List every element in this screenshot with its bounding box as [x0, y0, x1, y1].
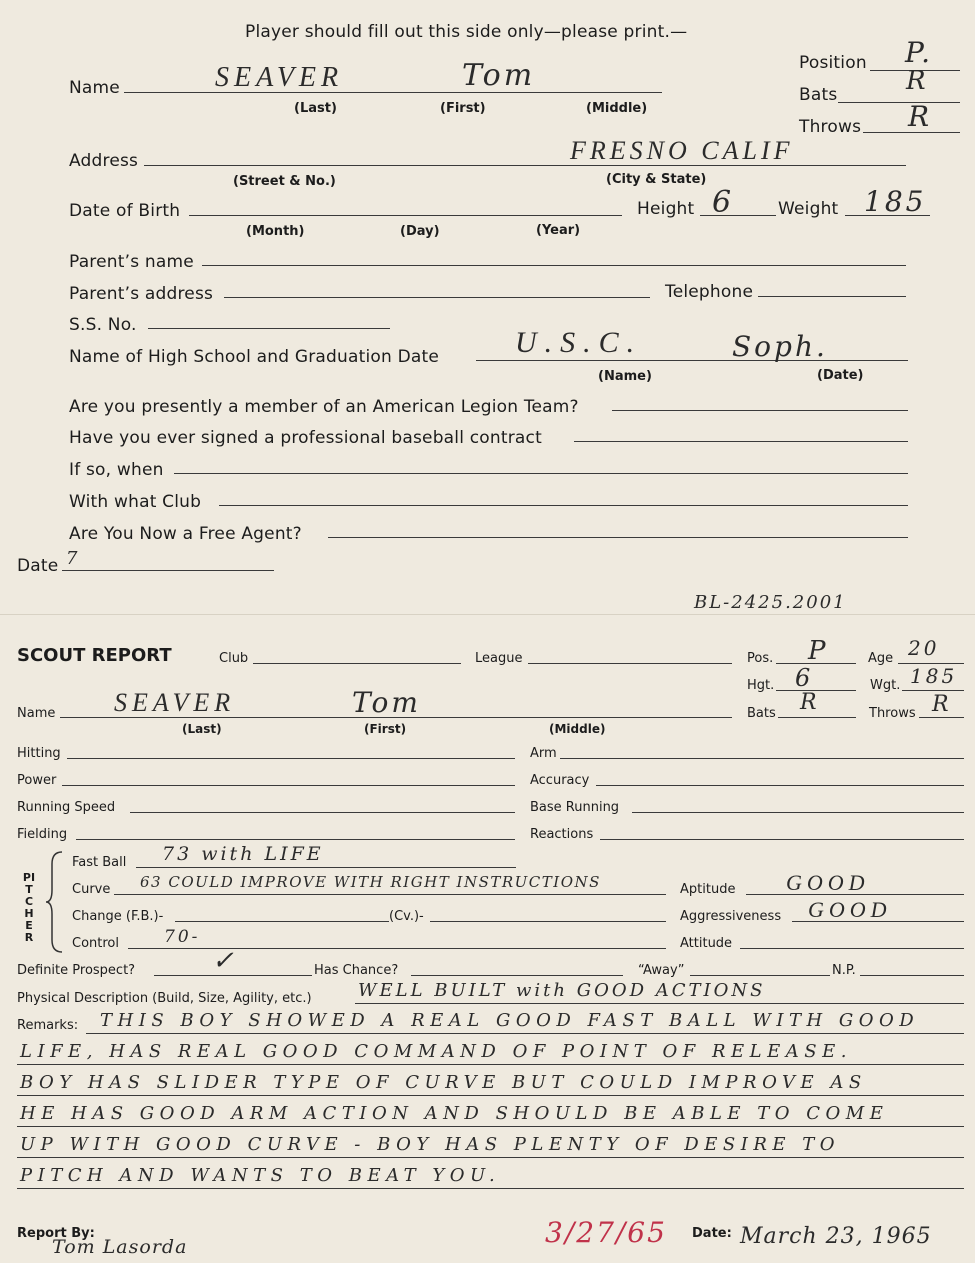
- report-date-value: March 23, 1965: [740, 1224, 932, 1249]
- scout-age-label: Age: [868, 651, 894, 666]
- dob-line: [189, 215, 622, 216]
- control-line: [128, 948, 666, 949]
- scout-throws-label: Throws: [869, 706, 916, 721]
- fielding-line: [76, 839, 515, 840]
- month-caption: (Month): [246, 224, 305, 239]
- scout-bats-label: Bats: [747, 706, 776, 721]
- pitcher-vertical-label: PITCHER: [22, 871, 36, 944]
- has-chance-label: Has Chance?: [314, 963, 399, 978]
- bats-line: [838, 102, 960, 103]
- remarks-text: THIS BOY SHOWED A REAL GOOD FAST BALL WITH GOOD: [100, 1010, 920, 1031]
- pitcher-brace: [44, 850, 66, 954]
- arm-line: [560, 758, 964, 759]
- running-speed-line: [130, 812, 515, 813]
- name-label: Name: [69, 78, 120, 98]
- aggressiveness-value: GOOD: [808, 897, 892, 922]
- change-cv-line: [430, 921, 666, 922]
- curve-label: Curve: [72, 882, 111, 897]
- first-caption: (First): [440, 101, 486, 116]
- scout-last-caption: (Last): [182, 722, 222, 736]
- club-line: [219, 505, 908, 506]
- position-value: P.: [905, 36, 934, 69]
- middle-caption: (Middle): [586, 101, 648, 116]
- report-date-label: Date:: [692, 1226, 732, 1241]
- school-line: [476, 360, 908, 361]
- when-line: [174, 473, 908, 474]
- name-last-value: SEAVER: [215, 62, 344, 93]
- hitting-label: Hitting: [17, 746, 61, 761]
- telephone-label: Telephone: [665, 282, 754, 302]
- school-name-caption: (Name): [598, 369, 652, 384]
- player-date-line: [62, 570, 274, 571]
- aptitude-label: Aptitude: [680, 882, 736, 897]
- telephone-line: [758, 296, 906, 297]
- throws-label: Throws: [799, 117, 862, 137]
- player-date-label: Date: [17, 556, 59, 576]
- scout-hgt-label: Hgt.: [747, 678, 775, 693]
- scout-pos-value: P: [808, 636, 829, 666]
- school-label: Name of High School and Graduation Date: [69, 347, 440, 367]
- fastball-value: 73 with LIFE: [162, 843, 324, 865]
- change-fb-line: [175, 921, 389, 922]
- last-caption: (Last): [294, 101, 337, 116]
- scout-age-value: 20: [908, 636, 940, 660]
- remarks-line: [17, 1157, 964, 1158]
- name-first-value: Tom: [462, 58, 536, 93]
- street-caption: (Street & No.): [233, 174, 336, 189]
- player-header: Player should fill out this side only—please print.—: [245, 22, 688, 42]
- away-label: “Away”: [638, 963, 685, 978]
- control-label: Control: [72, 936, 119, 951]
- has-chance-line: [411, 975, 623, 976]
- fold-divider: [0, 614, 975, 615]
- scout-first-caption: (First): [364, 722, 407, 736]
- signed-line: [574, 441, 908, 442]
- report-by-signature: Tom Lasorda: [52, 1236, 188, 1258]
- scout-club-line: [253, 663, 461, 664]
- remarks-text: LIFE, HAS REAL GOOD COMMAND OF POINT OF RELEASE.: [20, 1041, 852, 1062]
- fastball-label: Fast Ball: [72, 855, 127, 870]
- school-value: U.S.C.: [515, 326, 643, 359]
- remarks-text: PITCH AND WANTS TO BEAT YOU.: [20, 1165, 501, 1186]
- np-line: [860, 975, 964, 976]
- bats-value: R: [906, 66, 929, 96]
- when-label: If so, when: [69, 460, 164, 480]
- remarks-line: [86, 1033, 964, 1034]
- parent-address-label: Parent’s address: [69, 284, 214, 304]
- control-value: 70-: [164, 927, 201, 947]
- power-line: [62, 785, 515, 786]
- scout-wgt-label: Wgt.: [870, 678, 901, 693]
- curve-line: [114, 894, 666, 895]
- arm-label: Arm: [530, 746, 557, 761]
- attitude-line: [740, 948, 964, 949]
- accuracy-line: [596, 785, 964, 786]
- scout-league-label: League: [475, 651, 523, 666]
- change-fb-label: Change (F.B.)-: [72, 909, 164, 924]
- remarks-text: HE HAS GOOD ARM ACTION AND SHOULD BE ABLE TO COME: [20, 1103, 889, 1124]
- remarks-line: [17, 1064, 964, 1065]
- away-line: [690, 975, 830, 976]
- remarks-text: BOY HAS SLIDER TYPE OF CURVE BUT COULD IMPROVE AS: [20, 1072, 867, 1093]
- definite-prospect-label: Definite Prospect?: [17, 963, 136, 978]
- definite-prospect-check: ✓: [212, 946, 237, 976]
- parent-address-line: [224, 297, 650, 298]
- address-label: Address: [69, 151, 139, 171]
- accuracy-label: Accuracy: [530, 773, 590, 788]
- scout-middle-caption: (Middle): [549, 722, 606, 736]
- scout-league-line: [528, 663, 732, 664]
- base-running-line: [632, 812, 964, 813]
- remarks-text: UP WITH GOOD CURVE - BOY HAS PLENTY OF DESIRE TO: [20, 1134, 840, 1155]
- remarks-line: [17, 1095, 964, 1096]
- ss-line: [148, 328, 390, 329]
- height-label: Height: [637, 199, 695, 219]
- remarks-label: Remarks:: [17, 1018, 79, 1033]
- dob-label: Date of Birth: [69, 201, 181, 221]
- school-date-caption: (Date): [817, 368, 864, 383]
- scout-pos-label: Pos.: [747, 651, 774, 666]
- throws-value: R: [908, 100, 933, 133]
- reactions-line: [600, 839, 964, 840]
- np-label: N.P.: [832, 963, 856, 978]
- attitude-label: Attitude: [680, 936, 733, 951]
- scout-name-last: SEAVER: [114, 688, 236, 717]
- scout-club-label: Club: [219, 651, 249, 666]
- scout-wgt-value: 185: [910, 664, 958, 688]
- curve-value: 63 COULD IMPROVE WITH RIGHT INSTRUCTIONS: [140, 873, 601, 891]
- position-label: Position: [799, 53, 867, 73]
- year-caption: (Year): [536, 223, 581, 238]
- physical-description-label: Physical Description (Build, Size, Agility, etc.): [17, 991, 312, 1006]
- weight-label: Weight: [778, 199, 839, 219]
- remarks-line: [17, 1126, 964, 1127]
- club-label: With what Club: [69, 492, 202, 512]
- scout-wgt-line: [902, 690, 964, 691]
- scout-throws-line: [919, 717, 964, 718]
- catalog-number: BL-2425.2001: [694, 592, 847, 613]
- bats-label: Bats: [799, 85, 838, 105]
- fastball-line: [136, 867, 516, 868]
- scout-report-title: SCOUT REPORT: [17, 645, 172, 666]
- signed-label: Have you ever signed a professional baseball contract: [69, 428, 542, 448]
- legion-label: Are you presently a member of an American Legion Team?: [69, 397, 579, 417]
- change-cv-label: (Cv.)-: [389, 909, 424, 924]
- free-agent-line: [328, 537, 908, 538]
- scout-bats-value: R: [800, 690, 820, 715]
- received-stamp: 3/27/65: [545, 1216, 667, 1249]
- ss-label: S.S. No.: [69, 315, 137, 335]
- power-label: Power: [17, 773, 57, 788]
- remarks-line: [17, 1188, 964, 1189]
- scout-bats-line: [778, 717, 856, 718]
- scout-name-first: Tom: [352, 686, 421, 719]
- city-caption: (City & State): [606, 172, 707, 187]
- address-value: FRESNO CALIF: [570, 136, 794, 165]
- fielding-label: Fielding: [17, 827, 68, 842]
- hitting-line: [67, 758, 515, 759]
- free-agent-label: Are You Now a Free Agent?: [69, 524, 302, 544]
- running-speed-label: Running Speed: [17, 800, 116, 815]
- base-running-label: Base Running: [530, 800, 620, 815]
- physical-description-line: [355, 1003, 964, 1004]
- parent-name-label: Parent’s name: [69, 252, 194, 272]
- scout-throws-value: R: [932, 692, 952, 717]
- scout-hgt-value: 6: [795, 664, 814, 692]
- player-date-value: 7: [66, 548, 81, 569]
- aptitude-value: GOOD: [786, 870, 870, 895]
- physical-description-value: WELL BUILT with GOOD ACTIONS: [358, 980, 766, 1001]
- height-value: 6: [712, 185, 735, 220]
- reactions-label: Reactions: [530, 827, 594, 842]
- report-by-label: Report By:: [17, 1226, 95, 1241]
- day-caption: (Day): [400, 224, 440, 239]
- weight-value: 185: [864, 185, 927, 218]
- scout-name-label: Name: [17, 706, 56, 721]
- parent-name-line: [202, 265, 906, 266]
- legion-line: [612, 410, 908, 411]
- aggressiveness-label: Aggressiveness: [680, 909, 782, 924]
- school-date-value: Soph.: [732, 330, 828, 363]
- name-field-line: [124, 92, 662, 93]
